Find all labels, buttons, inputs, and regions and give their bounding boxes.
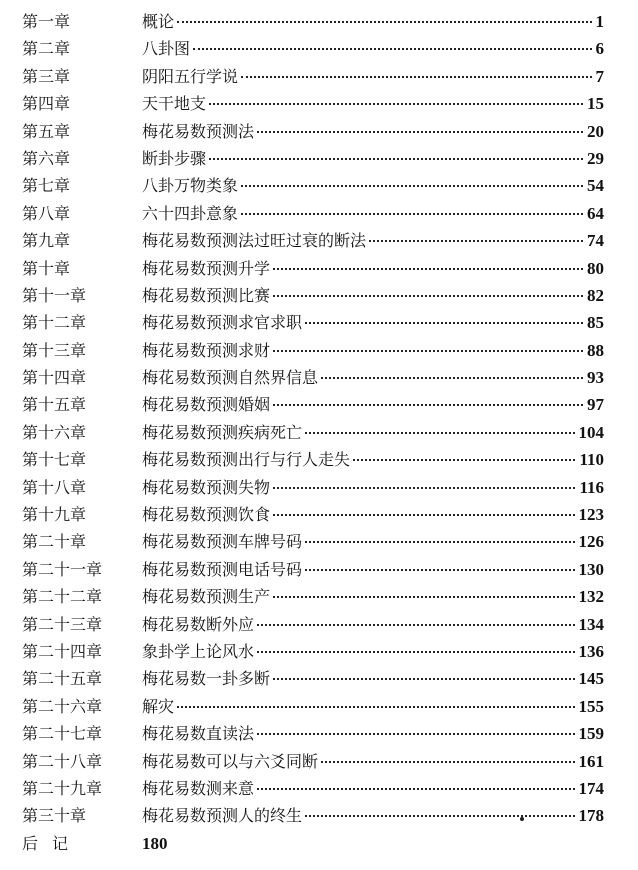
chapter-title: 梅花易数预测法过旺过衰的断法 [142, 231, 367, 251]
chapter-number: 第二十三章 [22, 614, 103, 634]
toc-entry-line [142, 35, 604, 62]
dot-leader [241, 76, 591, 78]
dot-leader [305, 432, 574, 434]
toc-entry[interactable] [0, 8, 638, 35]
dot-leader [273, 404, 583, 406]
page-number: 7 [595, 66, 604, 86]
dot-leader [369, 240, 583, 242]
toc-entry[interactable] [0, 337, 638, 364]
chapter-title: 梅花易数预测电话号码 [142, 559, 303, 579]
page-number: 85 [587, 313, 604, 333]
chapter-title: 八卦图 [142, 39, 191, 59]
chapter-number: 第十章 [22, 258, 71, 278]
chapter-number: 第二十一章 [22, 559, 103, 579]
chapter-title: 梅花易数预测人的终生 [142, 806, 303, 826]
toc-entry[interactable] [0, 501, 638, 528]
dot-leader [305, 541, 574, 543]
toc-entry[interactable] [0, 255, 638, 282]
page-number: 6 [595, 39, 604, 59]
chapter-title: 梅花易数预测婚姻 [142, 395, 271, 415]
toc-entry[interactable] [0, 63, 638, 90]
page-number: 29 [587, 148, 604, 168]
chapter-number: 第五章 [22, 121, 71, 141]
chapter-title: 梅花易数可以与六爻同断 [142, 751, 319, 771]
chapter-title: 阴阳五行学说 [142, 66, 239, 86]
dot-leader [305, 815, 574, 817]
page-number: 74 [587, 231, 604, 251]
chapter-number: 第六章 [22, 148, 71, 168]
dot-leader [241, 185, 583, 187]
page-number: 159 [578, 724, 604, 744]
chapter-title: 梅花易数断外应 [142, 614, 255, 634]
toc-entry[interactable] [0, 474, 638, 501]
toc-entry-line [142, 665, 604, 692]
chapter-number: 第二十章 [22, 532, 87, 552]
dot-leader [257, 788, 574, 790]
page-number: 132 [578, 587, 604, 607]
chapter-number: 第十八章 [22, 477, 87, 497]
toc-entry-line [142, 501, 604, 528]
toc-entry-line [142, 720, 604, 747]
chapter-number: 第二十四章 [22, 641, 103, 661]
page-number: 64 [587, 203, 604, 223]
toc-entry[interactable] [0, 638, 638, 665]
chapter-title: 梅花易数预测失物 [142, 477, 271, 497]
chapter-title: 梅花易数预测求财 [142, 340, 271, 360]
chapter-number: 第一章 [22, 12, 71, 31]
page-number: 178 [578, 806, 604, 826]
page-number: 174 [578, 778, 604, 798]
chapter-number: 第十六章 [22, 422, 87, 442]
toc-entry[interactable] [0, 309, 638, 336]
page-number: 161 [578, 751, 604, 771]
toc-entry-line [142, 391, 604, 418]
toc-entry-line [142, 528, 604, 555]
page-number: 20 [587, 121, 604, 141]
dot-leader [305, 569, 574, 571]
page-number: 155 [578, 696, 604, 716]
chapter-number: 第四章 [22, 94, 71, 114]
toc-entry[interactable] [0, 583, 638, 610]
dot-leader [209, 158, 583, 160]
toc-entry[interactable] [0, 665, 638, 692]
chapter-title: 梅花易数直读法 [142, 724, 255, 744]
chapter-title: 梅花易数预测饮食 [142, 505, 271, 525]
page-number: 97 [587, 395, 604, 415]
toc-entry-line [142, 172, 604, 199]
chapter-title: 梅花易数预测升学 [142, 258, 271, 278]
chapter-title: 断卦步骤 [142, 148, 207, 168]
toc-afterword[interactable] [0, 830, 638, 857]
table-of-contents [0, 8, 638, 857]
chapter-title: 梅花易数预测出行与行人走失 [142, 450, 351, 470]
dot-leader [257, 651, 574, 653]
page-number: 134 [578, 614, 604, 634]
chapter-number: 第二十七章 [22, 724, 103, 744]
page-number: 80 [587, 258, 604, 278]
toc-entry-line [142, 802, 604, 829]
dot-leader [273, 596, 574, 598]
page-number: 88 [587, 340, 604, 360]
dot-leader [321, 377, 583, 379]
chapter-title: 概论 [142, 12, 175, 31]
page-number: 1 [595, 12, 604, 31]
toc-entry-line [142, 227, 604, 254]
afterword-label: 后记 [22, 833, 83, 853]
chapter-title: 梅花易数预测车牌号码 [142, 532, 303, 552]
dot-leader [257, 131, 583, 133]
chapter-number: 第十三章 [22, 340, 87, 360]
toc-entry[interactable] [0, 556, 638, 583]
toc-entry-line [142, 63, 604, 90]
chapter-title: 六十四卦意象 [142, 203, 239, 223]
page-number: 104 [578, 422, 604, 442]
toc-entry[interactable] [0, 364, 638, 391]
chapter-number: 第二十九章 [22, 778, 103, 798]
dot-leader [273, 514, 574, 516]
dot-leader [209, 103, 583, 105]
page-number: 110 [579, 450, 604, 470]
dot-leader [273, 487, 575, 489]
chapter-title: 象卦学上论风水 [142, 641, 255, 661]
page-number: 116 [579, 477, 604, 497]
chapter-number: 第十九章 [22, 505, 87, 525]
dot-leader [273, 678, 574, 680]
toc-entry-line [142, 556, 604, 583]
page-number: 15 [587, 94, 604, 114]
dot-leader [273, 295, 583, 297]
dot-leader [241, 213, 583, 215]
chapter-number: 第十四章 [22, 368, 87, 388]
chapter-title: 梅花易数预测法 [142, 121, 255, 141]
dot-leader [273, 350, 583, 352]
toc-entry-line [142, 611, 604, 638]
dot-leader [305, 322, 583, 324]
toc-entry-line [142, 474, 604, 501]
toc-entry[interactable] [0, 693, 638, 720]
chapter-number: 第十二章 [22, 313, 87, 333]
toc-entry-line [142, 118, 604, 145]
chapter-number: 第七章 [22, 176, 71, 196]
scan-speck [520, 817, 524, 821]
toc-entry[interactable] [0, 446, 638, 473]
toc-entry[interactable] [0, 200, 638, 227]
dot-leader [177, 21, 591, 23]
toc-entry-line [142, 200, 604, 227]
toc-entry[interactable] [0, 528, 638, 555]
dot-leader [257, 624, 574, 626]
chapter-number: 第三十章 [22, 806, 87, 826]
chapter-number: 第三章 [22, 66, 71, 86]
toc-entry[interactable] [0, 35, 638, 62]
toc-entry[interactable] [0, 720, 638, 747]
toc-entry[interactable] [0, 118, 638, 145]
chapter-title: 梅花易数一卦多断 [142, 669, 271, 689]
chapter-title: 八卦万物类象 [142, 176, 239, 196]
chapter-title: 梅花易数预测疾病死亡 [142, 422, 303, 442]
afterword-page-number: 180 [142, 833, 168, 853]
toc-entry[interactable] [0, 419, 638, 446]
toc-entry-line [142, 419, 604, 446]
chapter-title: 梅花易数预测求官求职 [142, 313, 303, 333]
chapter-number: 第二章 [22, 39, 71, 59]
toc-entry[interactable] [0, 282, 638, 309]
toc-entry-line [142, 364, 604, 391]
dot-leader [193, 48, 591, 50]
toc-entry-line [142, 8, 604, 35]
toc-entry-line [142, 638, 604, 665]
toc-entry-line [142, 90, 604, 117]
page-number: 123 [578, 505, 604, 525]
dot-leader [353, 459, 575, 461]
toc-entry-line [142, 446, 604, 473]
dot-leader [321, 761, 574, 763]
chapter-number: 第二十六章 [22, 696, 103, 716]
toc-entry[interactable] [0, 90, 638, 117]
chapter-number: 第十七章 [22, 450, 87, 470]
toc-entry-line [142, 337, 604, 364]
toc-entry-line [142, 775, 604, 802]
chapter-title: 天干地支 [142, 94, 207, 114]
page-number: 130 [578, 559, 604, 579]
page-number: 82 [587, 285, 604, 305]
page-number: 93 [587, 368, 604, 388]
chapter-title: 梅花易数预测自然界信息 [142, 368, 319, 388]
toc-entry[interactable] [0, 802, 638, 829]
toc-entry-line [142, 748, 604, 775]
toc-entry[interactable] [0, 775, 638, 802]
toc-entry-line [142, 693, 604, 720]
toc-entry[interactable] [0, 145, 638, 172]
chapter-number: 第二十二章 [22, 587, 103, 607]
toc-entry-line [142, 583, 604, 610]
page-number: 136 [578, 641, 604, 661]
toc-entry[interactable] [0, 172, 638, 199]
chapter-title: 梅花易数预测比赛 [142, 285, 271, 305]
toc-entry-line [142, 282, 604, 309]
chapter-number: 第十一章 [22, 285, 87, 305]
chapter-title: 梅花易数预测生产 [142, 587, 271, 607]
chapter-title: 梅花易数测来意 [142, 778, 255, 798]
toc-entry-line [142, 255, 604, 282]
chapter-number: 第十五章 [22, 395, 87, 415]
page-number: 145 [578, 669, 604, 689]
dot-leader [273, 268, 583, 270]
toc-entry-line [142, 309, 604, 336]
toc-entry[interactable] [0, 227, 638, 254]
chapter-title: 解灾 [142, 696, 175, 716]
toc-entry-line [142, 145, 604, 172]
chapter-number: 第二十五章 [22, 669, 103, 689]
page-number: 126 [578, 532, 604, 552]
toc-entry[interactable] [0, 391, 638, 418]
toc-entry[interactable] [0, 748, 638, 775]
page-number: 54 [587, 176, 604, 196]
toc-entry[interactable] [0, 611, 638, 638]
dot-leader [257, 733, 574, 735]
chapter-number: 第二十八章 [22, 751, 103, 771]
chapter-number: 第八章 [22, 203, 71, 223]
chapter-number: 第九章 [22, 231, 71, 251]
dot-leader [177, 706, 574, 708]
